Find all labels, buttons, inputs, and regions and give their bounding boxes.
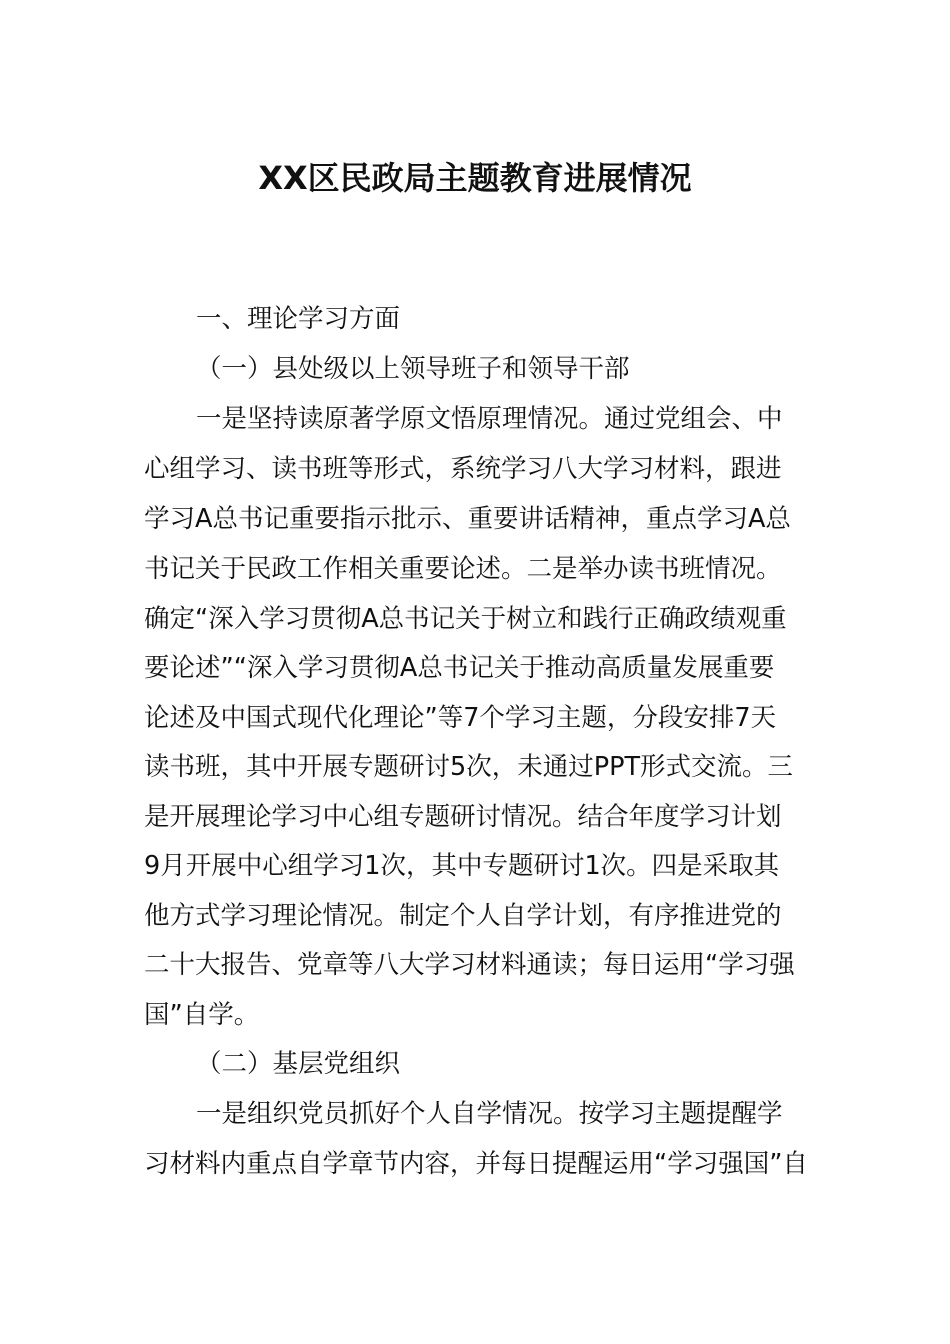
paragraph-line: 国”自学。	[144, 1000, 260, 1030]
paragraph-line: 心组学习、读书班等形式，系统学习八大学习材料，跟进	[144, 454, 782, 484]
paragraph-line: 他方式学习理论情况。制定个人自学计划，有序推进党的	[144, 901, 782, 931]
paragraph-line: 论述及中国式现代化理论”等7个学习主题，分段安排7天	[144, 703, 777, 733]
paragraph-line: 一是坚持读原著学原文悟原理情况。通过党组会、中	[196, 404, 783, 434]
paragraph-line: 确定“深入学习贯彻A总书记关于树立和践行正确政绩观重	[144, 604, 787, 634]
paragraph-line: 习材料内重点自学章节内容，并每日提醒运用“学习强国”自	[144, 1149, 808, 1179]
document-title: XX区民政局主题教育进展情况	[258, 159, 692, 197]
paragraph-line: 学习A总书记重要指示批示、重要讲话精神，重点学习A总	[144, 504, 791, 534]
paragraph-line: 9月开展中心组学习1次，其中专题研讨1次。四是采取其	[144, 851, 780, 881]
paragraph-line: 读书班，其中开展专题研讨5次，未通过PPT形式交流。三	[144, 752, 794, 782]
section-heading: 一、理论学习方面	[196, 304, 401, 334]
subsection-heading: （二）基层党组织	[196, 1049, 401, 1079]
paragraph-line: 要论述”“深入学习贯彻A总书记关于推动高质量发展重要	[144, 653, 775, 683]
paragraph-line: 是开展理论学习中心组专题研讨情况。结合年度学习计划	[144, 802, 782, 832]
paragraph-line: 一是组织党员抓好个人自学情况。按学习主题提醒学	[196, 1099, 783, 1129]
paragraph-line: 书记关于民政工作相关重要论述。二是举办读书班情况。	[144, 554, 782, 584]
subsection-heading: （一）县处级以上领导班子和领导干部	[196, 354, 630, 384]
paragraph-line: 二十大报告、党章等八大学习材料通读；每日运用“学习强	[144, 950, 795, 980]
